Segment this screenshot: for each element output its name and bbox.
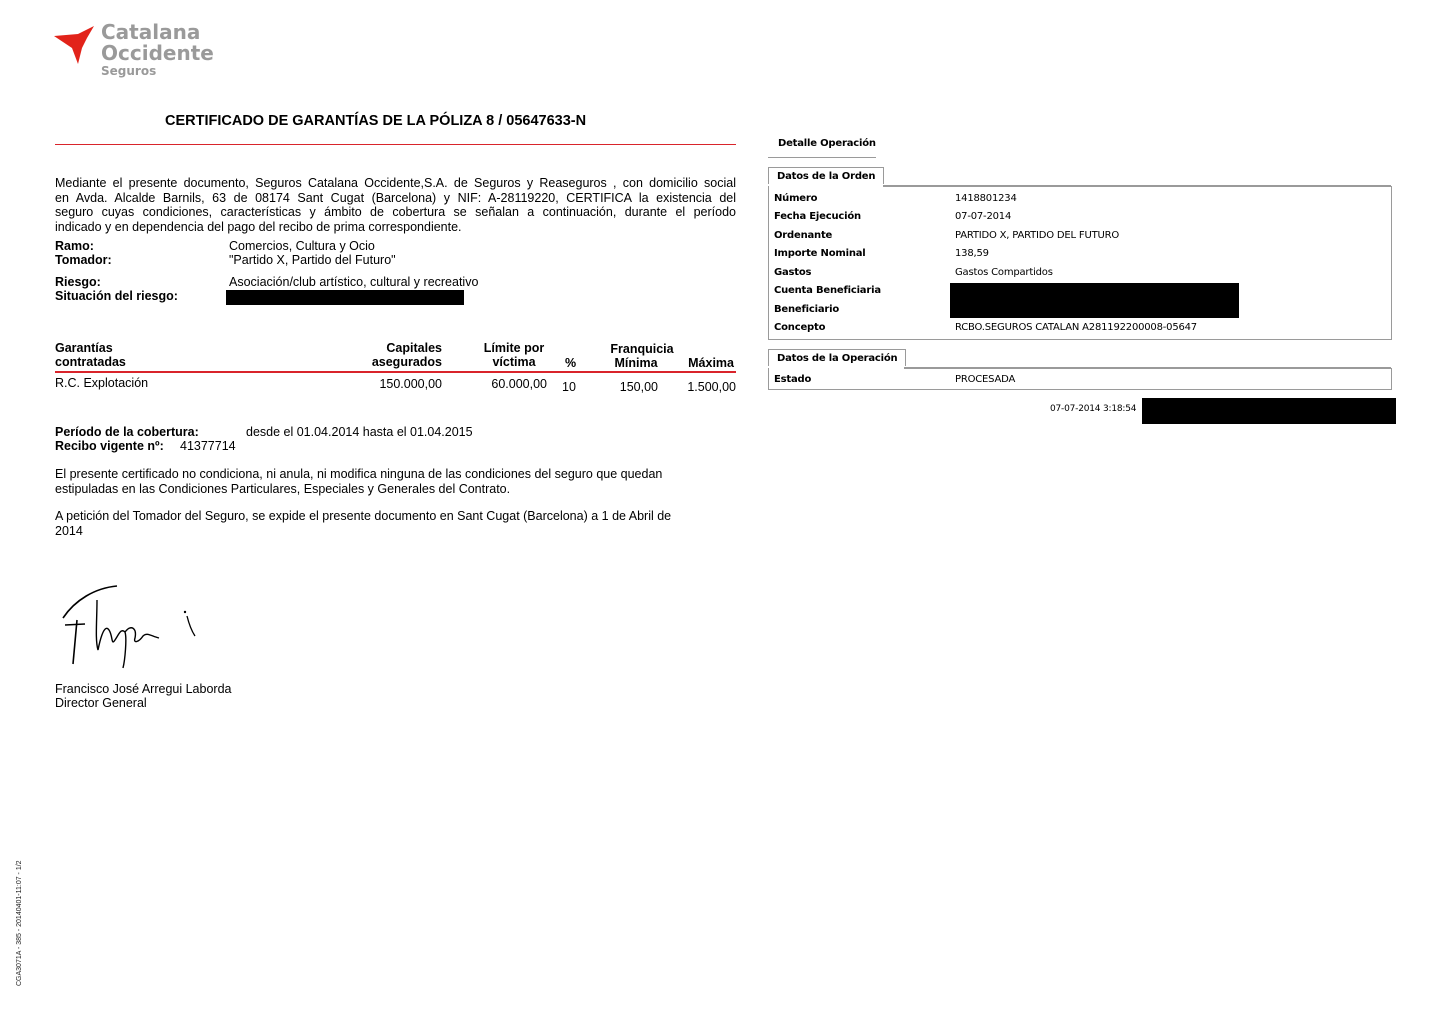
intro-line: Mediante el presente documento, Seguros Catalana Occidente,S.A. de Seguros y Reaseguros , con domicilio social <box>55 176 736 190</box>
tomador-value: "Partido X, Partido del Futuro" <box>229 253 396 267</box>
th-capitales <box>330 341 442 369</box>
operacion-box <box>768 368 1392 390</box>
logo-line-2: Occidente <box>101 41 214 65</box>
periodo-label: Período de la cobertura: <box>55 425 199 439</box>
periodo-value: desde el 01.04.2014 hasta el 01.04.2015 <box>246 425 473 439</box>
tab-datos-orden[interactable]: Datos de la Orden <box>768 167 884 184</box>
th-limite <box>470 341 558 369</box>
operation-detail-header: Detalle Operación <box>778 138 876 149</box>
orden-row-label: Ordenante <box>774 230 833 241</box>
recibo-value: 41377714 <box>180 439 236 453</box>
tomador-label: Tomador: <box>55 253 112 267</box>
riesgo-label: Riesgo: <box>55 275 101 289</box>
certificate-title: CERTIFICADO DE GARANTÍAS DE LA PÓLIZA 8 / 05647633-N <box>165 113 587 129</box>
orden-box <box>768 186 1392 340</box>
table-row-pct: 10 <box>562 380 576 394</box>
redacted-beneficiary <box>950 283 1239 318</box>
th-garantias-line: contratadas <box>55 355 126 369</box>
recibo-label: Recibo vigente nº: <box>55 439 164 453</box>
th-pct: % <box>565 356 577 370</box>
th-maxima: Máxima <box>688 356 734 370</box>
intro-line: en Avda. Alcalde Barnils, 63 de 08174 Sant Cugat (Barcelona) y NIF: A-28119220, CERTIFICA la existencia del <box>55 190 736 205</box>
table-row-maxima: 1.500,00 <box>687 380 736 394</box>
ramo-label: Ramo: <box>55 239 94 253</box>
th-garantias <box>55 341 126 369</box>
th-limite-line: víctima <box>492 355 536 369</box>
orden-row-label: Fecha Ejecución <box>774 211 861 222</box>
timestamp-time: 3:18:54 <box>1103 404 1137 414</box>
signer-name: Francisco José Arregui Laborda <box>55 682 232 696</box>
redacted-situacion <box>226 290 464 305</box>
signer-title: Director General <box>55 696 147 710</box>
th-capitales-line: asegurados <box>371 355 442 369</box>
table-row-garantia: R.C. Explotación <box>55 376 149 390</box>
estado-label: Estado <box>774 374 812 385</box>
title-divider <box>55 144 736 145</box>
riesgo-value: Asociación/club artístico, cultural y recreativo <box>229 275 479 289</box>
estado-value: PROCESADA <box>955 374 1016 385</box>
orden-row-value: 07-07-2014 <box>955 211 1012 222</box>
logo-line-3: Seguros <box>101 64 157 78</box>
orden-row-label: Concepto <box>774 322 826 333</box>
orden-row-label: Gastos <box>774 267 812 278</box>
table-row-minima: 150,00 <box>619 380 658 394</box>
tab-datos-operacion[interactable]: Datos de la Operación <box>768 349 906 366</box>
orden-row-label: Número <box>774 193 818 204</box>
th-garantias-line: Garantías <box>55 341 113 355</box>
intro-paragraph <box>55 176 736 234</box>
table-row-limite: 60.000,00 <box>491 377 547 391</box>
orden-row-label: Cuenta Beneficiaria <box>774 285 881 296</box>
orden-row-value: RCBO.SEGUROS CATALAN A281192200008-05647 <box>955 322 1197 333</box>
intro-line: indicado y en dependencia del pago del recibo de prima correspondiente. <box>55 219 462 234</box>
disclaimer-line: El presente certificado no condiciona, ni anula, ni modifica ninguna de las condiciones del seguro que quedan <box>55 467 663 481</box>
timestamp-date: 07-07-2014 <box>1050 404 1101 414</box>
orden-row-value: PARTIDO X, PARTIDO DEL FUTURO <box>955 230 1120 241</box>
redacted-timestamp-extra <box>1142 398 1396 424</box>
th-franquicia: Franquicia <box>610 342 674 356</box>
peticion-line: A petición del Tomador del Seguro, se expide el presente documento en Sant Cugat (Barcelona) a 1 de Abril de <box>55 509 672 523</box>
th-minima: Mínima <box>614 356 658 370</box>
orden-row-value: Gastos Compartidos <box>955 267 1053 278</box>
orden-row-label: Importe Nominal <box>774 248 866 259</box>
signature-image <box>55 580 215 670</box>
table-row-capital: 150.000,00 <box>379 377 442 391</box>
orden-row-value: 1418801234 <box>955 193 1017 204</box>
th-capitales-line: Capitales <box>386 341 442 355</box>
operation-detail-panel <box>768 130 1398 430</box>
orden-row-value: 138,59 <box>955 248 989 259</box>
disclaimer-paragraph <box>55 467 662 496</box>
orden-row-label: Beneficiario <box>774 304 840 315</box>
disclaimer-line: estipuladas en las Condiciones Particulares, Especiales y Generales del Contrato. <box>55 481 511 496</box>
peticion-line: 2014 <box>55 523 83 538</box>
intro-line: seguro cuyas condiciones, características y ámbito de cobertura se señalan a continuación, durante el período <box>55 205 736 219</box>
company-logo <box>54 22 224 82</box>
peticion-paragraph <box>55 509 671 538</box>
situacion-label: Situación del riesgo: <box>55 289 178 303</box>
header-underline <box>768 157 876 158</box>
logo-line-1: Catalana <box>101 20 201 44</box>
th-limite-line: Límite por <box>483 341 545 355</box>
footer-code: CGA3071A - 385 - 20140401-11:07 - 1/2 <box>16 860 23 986</box>
logo-mark-icon <box>54 26 98 66</box>
ramo-value: Comercios, Cultura y Ocio <box>229 239 375 253</box>
table-header-divider <box>55 371 736 373</box>
